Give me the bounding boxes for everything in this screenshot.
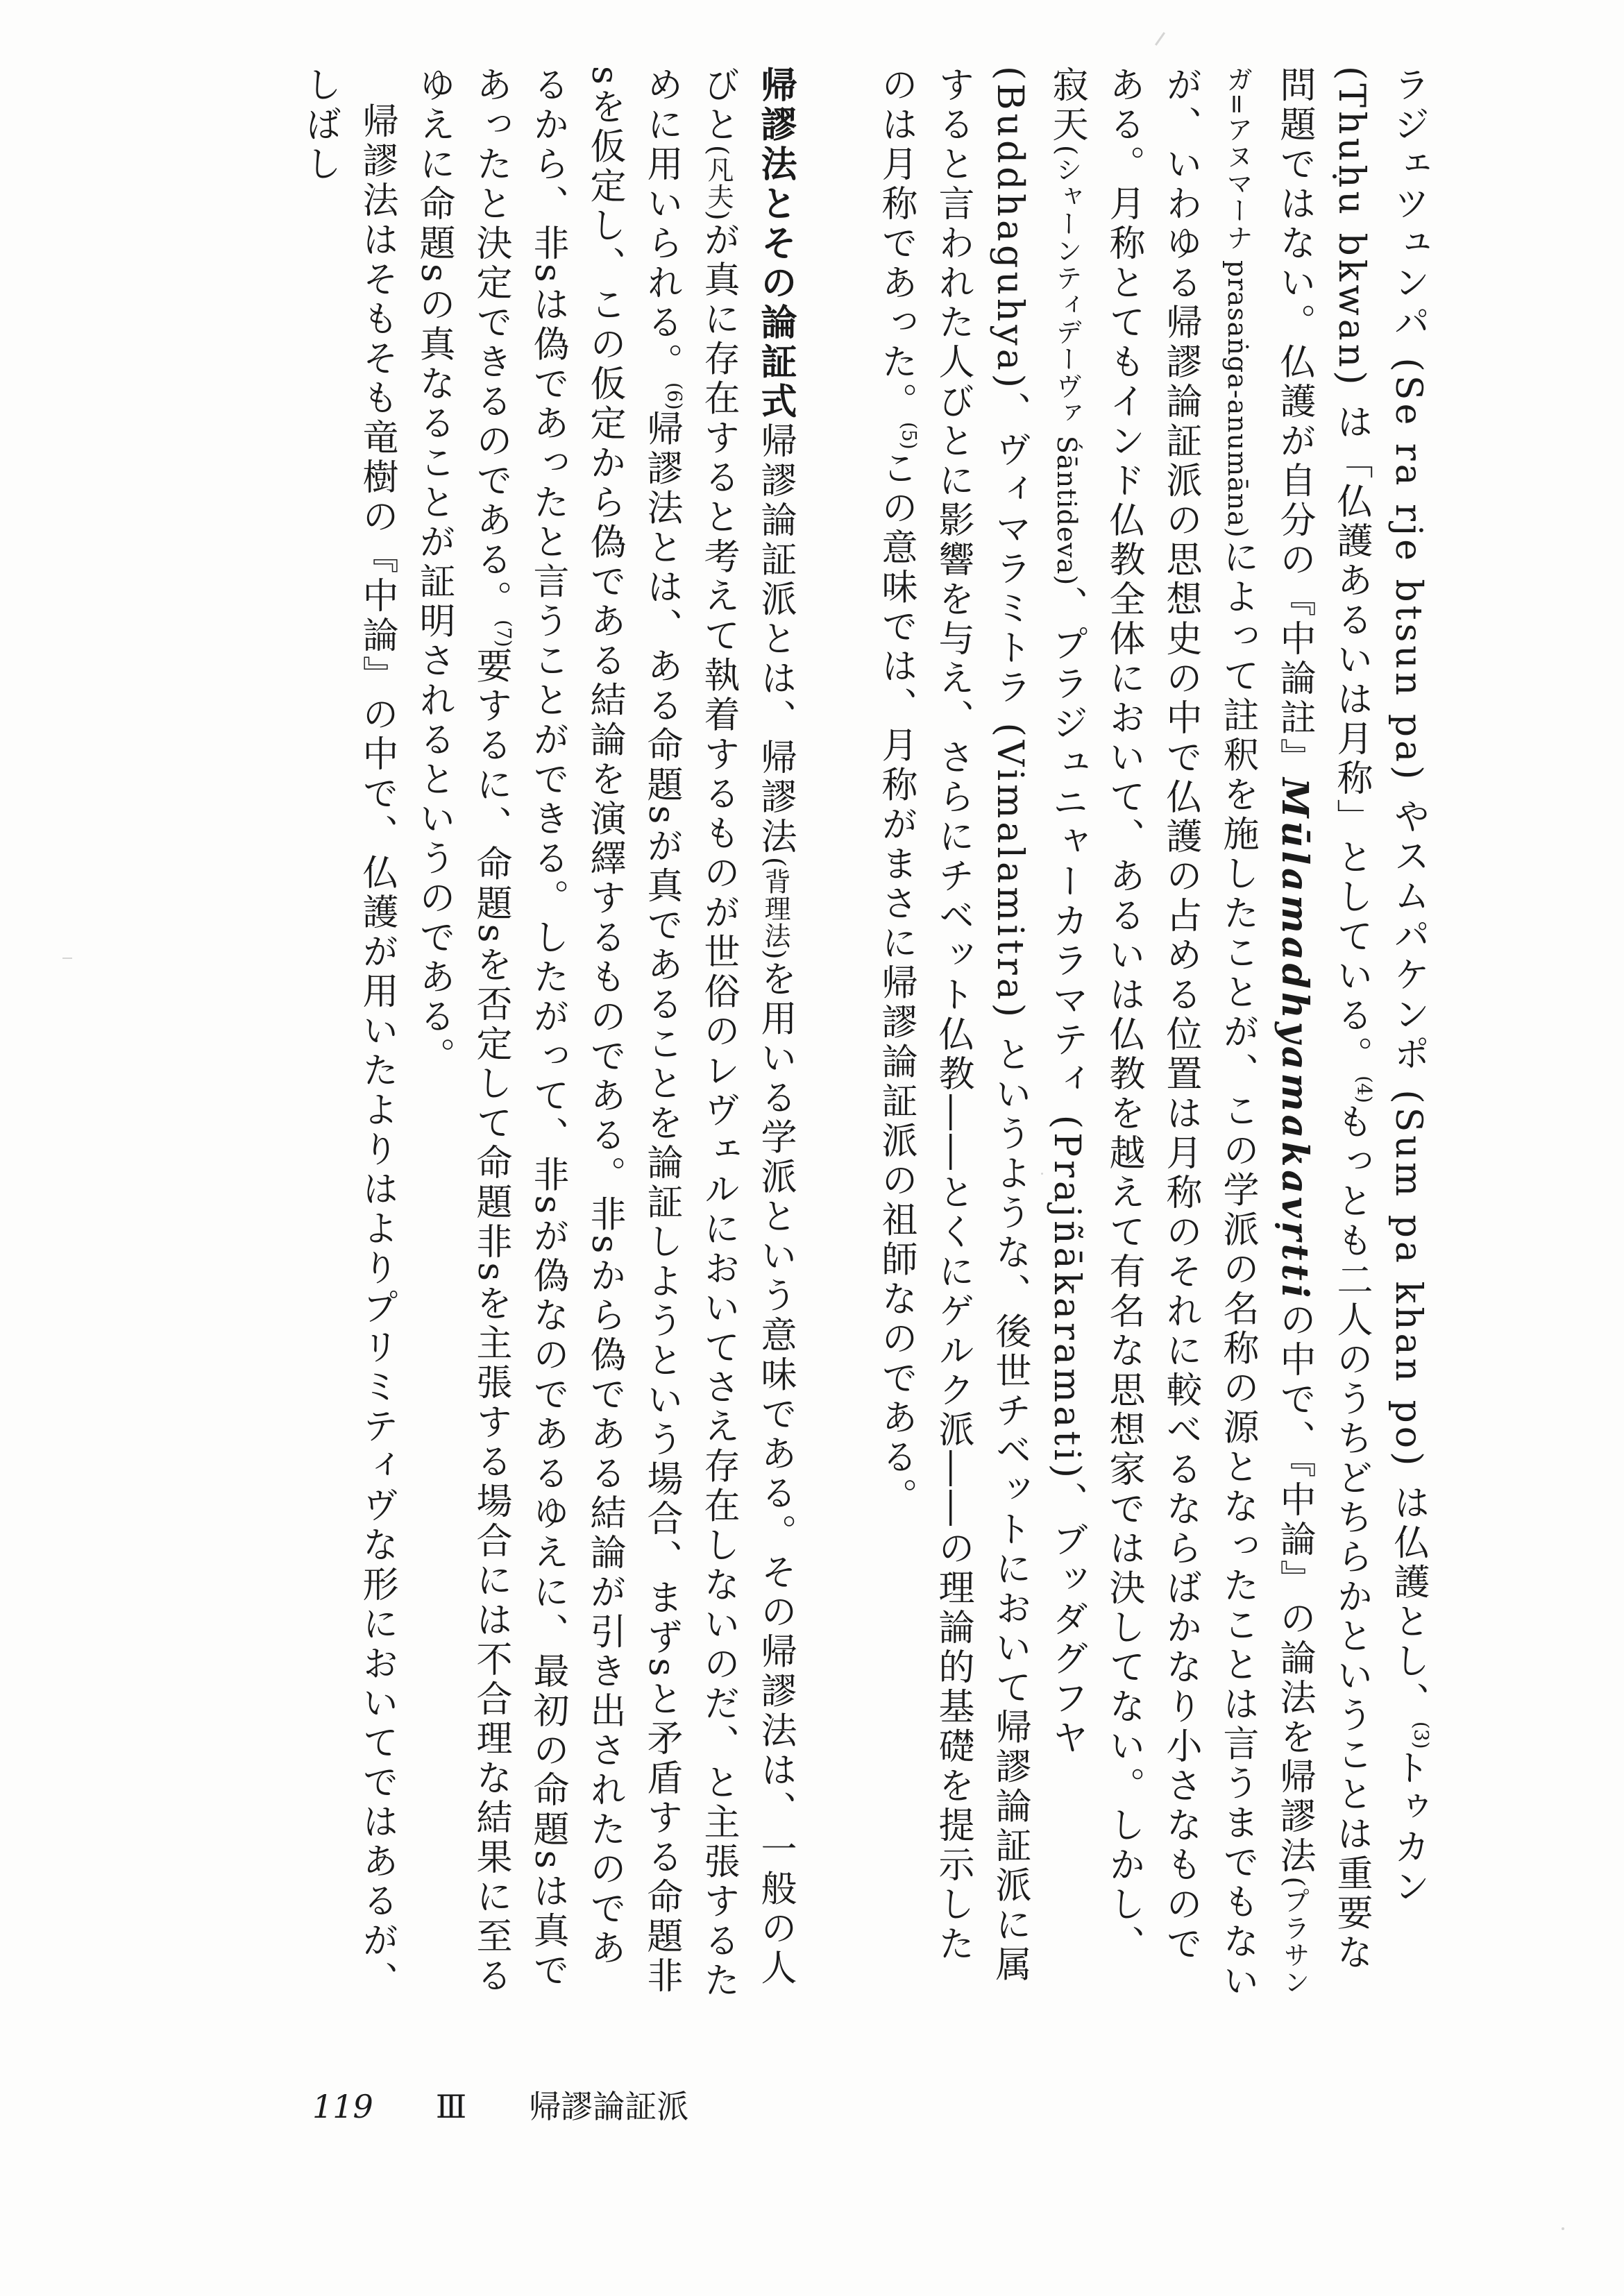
text-run: によって註釈を施したことが、この学派の名称の源となったことは言うまでもないが、いわゆる帰謬論証派の思想史の中で仏護の占める位置は月称のそれに較べるならばかなり小さなものである。月称とてもインド仏教全体において、あるいは仏教を越えて有名な思想家では決してない。しかし、寂天 (1046, 66, 1258, 2002)
text-run: もっとも二人のうちどちらかということは重要な問題ではない。仏護が自分の『中論註』 (1274, 66, 1372, 1973)
section-heading: 帰謬法とその論証式 (754, 66, 797, 422)
paper-speck (62, 958, 72, 959)
part-numeral: Ⅲ (435, 2088, 467, 2125)
footnote-marker-5: (5) (897, 422, 921, 450)
text-run: を用いる学派という意味である。その帰謬法は、一般の人びと (697, 66, 796, 1989)
footnote-marker-6: (6) (663, 382, 686, 410)
paragraph-2 (405, 66, 804, 2002)
text-run: ラジェツュンパ (Se ra rje btsun pa) やスムパケンポ (Sum pa khan po) は仏護とし、 (1387, 66, 1429, 1721)
paragraph-3 (291, 66, 405, 2002)
page-footer (312, 2082, 688, 2127)
text-run: が真に存在すると考えて執着するものが世俗のレヴェルにおいてさえ存在しないのだ、と主張するために用いられる。 (641, 66, 739, 2001)
gloss-santideva: (シャーンティデーヴァ Śāntideva) (1051, 145, 1082, 586)
gloss-bonpu: (凡夫) (703, 145, 734, 221)
text-run: 帰謬法はそもそも竜樹の『中論』の中で、仏護が用いたよりはよりプリミティヴな形においてではあるが、しばし (299, 66, 398, 2000)
text-run: 帰謬法とは、ある命題sが真であることを論証しようという場合、まずsと矛盾する命題非sを仮定し、この仮定から偽である結論を演繹するものである。非sから偽である結論が引き出されたのであるから、非sは偽であったと言うことができる。したがって、非sが偽なのであるゆえに、最初の命題sは真であったと決定できるのである。 (470, 66, 682, 1997)
text-run: この意味では、月称がまさに帰謬論証派の祖師なのである。 (875, 449, 917, 1517)
paragraph-1 (868, 66, 1437, 2002)
gloss-prasanga: (プラサンガ=アヌマーナ prasaṅga-anumāna) (1222, 66, 1310, 1996)
title-mulamadhyamakavrtti: Mūlamadhyamakavṛtti (1274, 778, 1316, 1302)
footnote-marker-3: (3) (1410, 1721, 1433, 1749)
running-title: 帰謬論証派 (529, 2088, 689, 2125)
footnote-marker-7: (7) (492, 620, 516, 647)
text-run: 要するに、命題sを否定して命題非sを主張する場合には不合理な結果に至るゆえに命題sの真なることが証明されるというのである。 (413, 66, 511, 1997)
text-run: の中で、『中論』の論法を帰謬法 (1274, 1301, 1315, 1877)
section-spacer (804, 66, 868, 2002)
text-run: 、プラジュニャーカラマティ (Prajñākaramati)、ブッダグフヤ (Buddhaguhya)、ヴィマラミトラ (Vimalamitra) というような、後世チベットにおいて帰謬論証派に属すると言われた人びとに影響を与え、さらにチベット仏教――とくにゲルク派――の理論的基礎を提示したのは月称であった。 (875, 66, 1088, 1985)
text-run: トゥカン (Thuḥu bkwan) は「仏護あるいは月称」としている。 (1330, 66, 1429, 1907)
gloss-haIriho: (背理法) (760, 857, 790, 960)
footnote-marker-4: (4) (1353, 1075, 1376, 1103)
paper-speck (1155, 32, 1165, 46)
paper-speck (1562, 2227, 1564, 2230)
page-number: 119 (312, 2088, 373, 2125)
text-run: 帰謬論証派とは、帰謬法 (754, 422, 796, 857)
main-vertical-text (291, 66, 1437, 2002)
